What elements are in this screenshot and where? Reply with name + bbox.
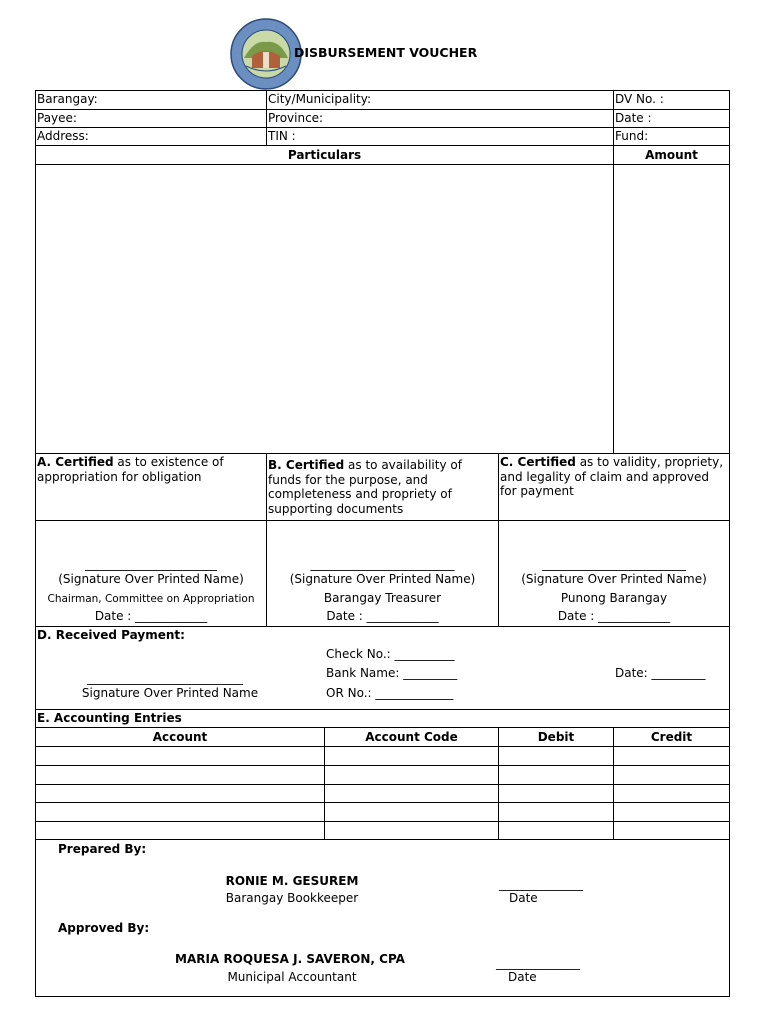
received-signature-label: Signature Over Printed Name <box>81 686 259 700</box>
certification-b-text: B. Certified as to availability of funds for the purpose, and completeness and propriety of supporting documents <box>268 458 462 516</box>
particulars-header: Particulars <box>287 148 362 162</box>
date-a: Date : ____________ <box>94 609 208 623</box>
signature-line-b: ________________________ <box>310 557 455 571</box>
accounting-entries-title: E. Accounting Entries <box>37 711 182 725</box>
fund-label: Fund: <box>615 129 649 143</box>
received-payment-title: D. Received Payment: <box>37 628 185 642</box>
role-a: Chairman, Committee on Appropriation <box>47 593 255 605</box>
bank-name-label: Bank Name: _________ <box>326 666 458 680</box>
check-no-label: Check No.: __________ <box>326 647 455 661</box>
approved-by-name: MARIA ROQUESA J. SAVERON, CPA <box>175 952 405 966</box>
role-c: Punong Barangay <box>560 591 668 605</box>
barangay-seal <box>230 18 302 90</box>
signature-label-b: (Signature Over Printed Name) <box>289 572 476 586</box>
amount-header: Amount <box>645 148 698 162</box>
page-title: DISBURSEMENT VOUCHER <box>294 45 478 60</box>
or-no-label: OR No.: _____________ <box>326 686 454 700</box>
prepared-by-role: Barangay Bookkeeper <box>225 891 359 905</box>
dv-no-label: DV No. : <box>615 92 664 106</box>
prepared-by-name: RONIE M. GESUREM <box>225 874 359 888</box>
certification-c-text: C. Certified as to validity, propriety, and legality of claim and approved for payment <box>500 455 724 498</box>
credit-column-header: Credit <box>650 730 693 744</box>
certification-a-text: A. Certified as to existence of appropriation for obligation <box>37 455 224 484</box>
signature-line-c: ________________________ <box>542 557 686 571</box>
account-column-header: Account <box>152 730 208 744</box>
approved-by-role: Municipal Accountant <box>227 970 357 984</box>
date-label: Date : <box>615 111 652 125</box>
tin-label: TIN : <box>268 129 296 143</box>
prepared-date-label: Date <box>509 891 538 905</box>
role-b: Barangay Treasurer <box>323 591 442 605</box>
province-label: Province: <box>268 111 324 125</box>
signature-label-a: (Signature Over Printed Name) <box>58 572 244 586</box>
prepared-by-label: Prepared By: <box>58 842 147 856</box>
date-c: Date : ____________ <box>557 609 671 623</box>
date-b: Date : ____________ <box>326 609 439 623</box>
approved-by-label: Approved By: <box>58 921 150 935</box>
approved-date-label: Date <box>508 970 537 984</box>
address-label: Address: <box>37 129 89 143</box>
barangay-label: Barangay: <box>37 92 98 106</box>
signature-label-c: (Signature Over Printed Name) <box>521 572 707 586</box>
debit-column-header: Debit <box>537 730 575 744</box>
received-date-label: Date: _________ <box>615 666 706 680</box>
approved-date-line: ______________ <box>496 956 580 970</box>
prepared-date-line: ______________ <box>499 877 583 891</box>
received-signature-line: __________________________ <box>87 671 243 685</box>
account-code-column-header: Account Code <box>365 730 458 744</box>
city-municipality-label: City/Municipality: <box>268 92 372 106</box>
signature-line-a: ______________________ <box>85 557 217 571</box>
payee-label: Payee: <box>37 111 77 125</box>
